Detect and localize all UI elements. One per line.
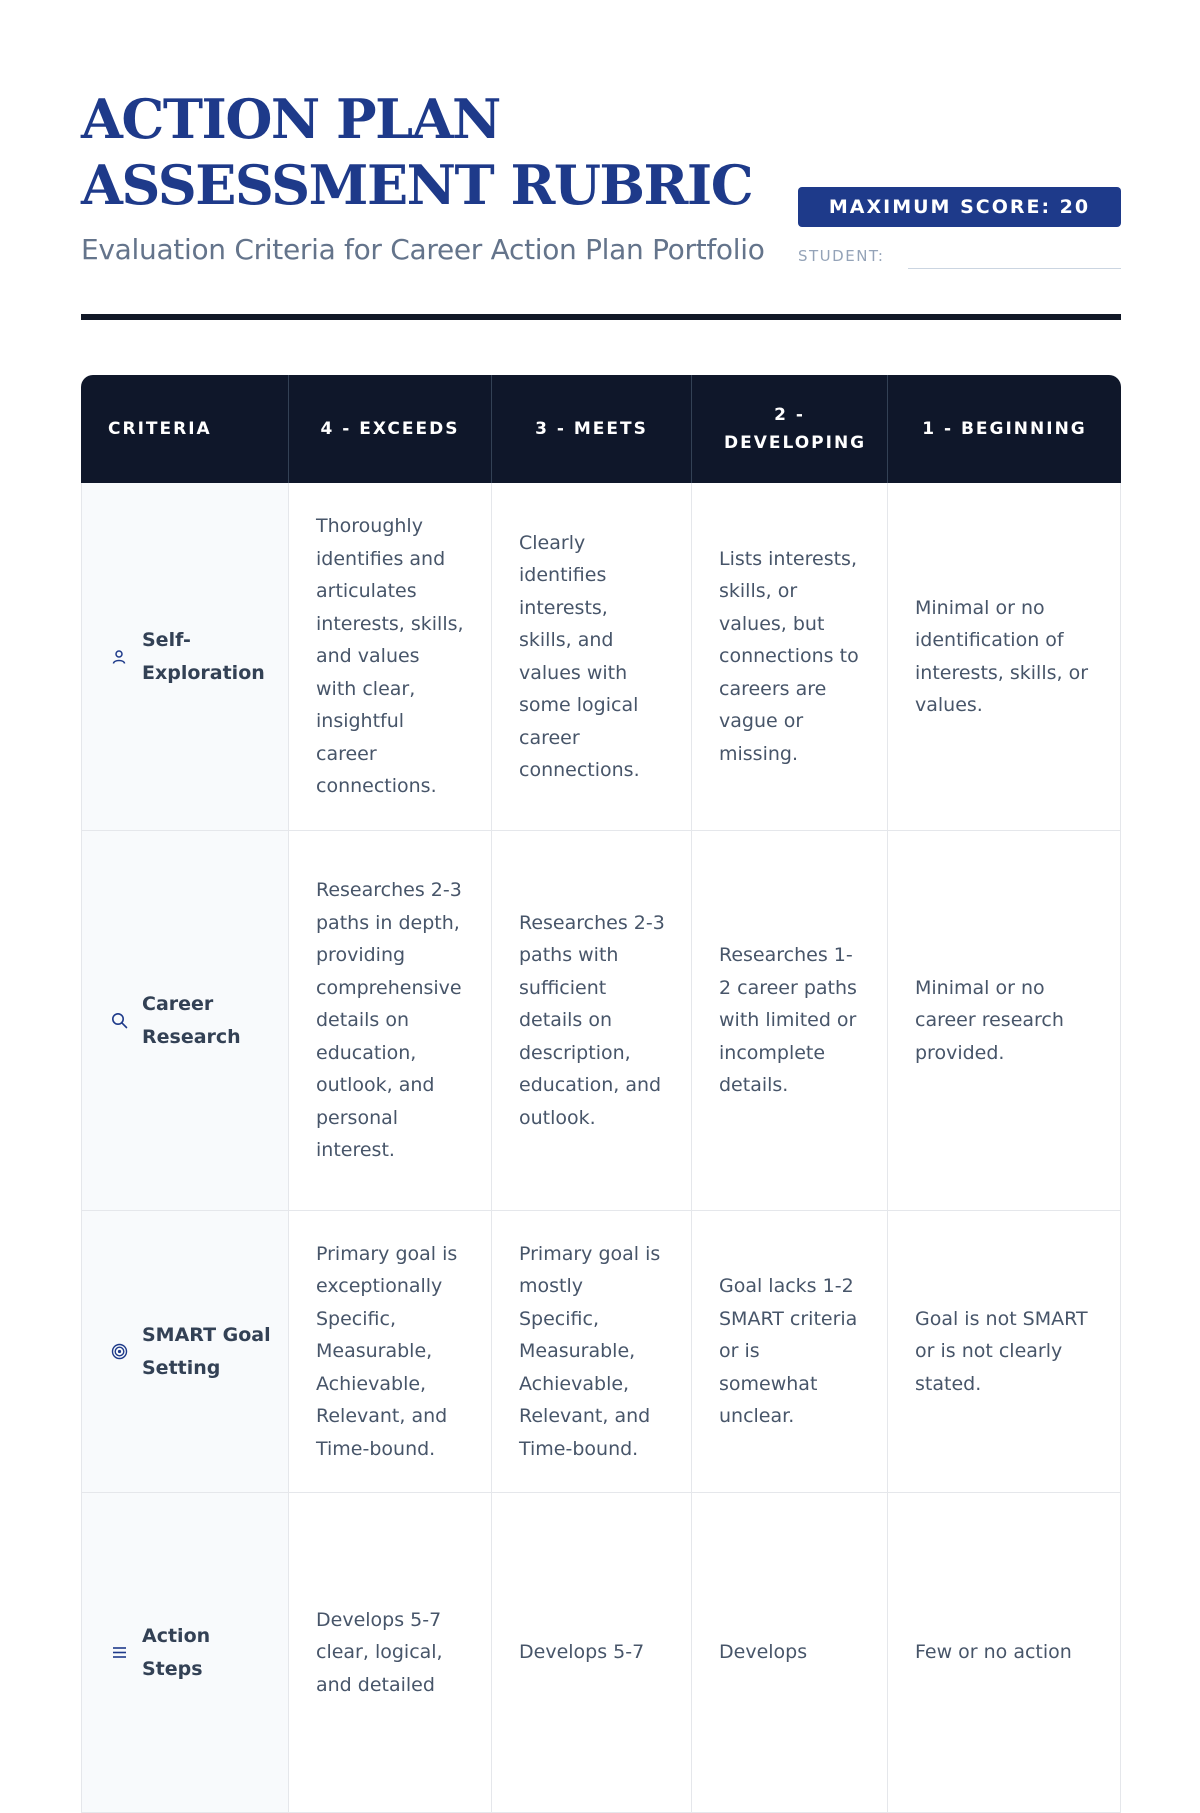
criterion-cell	[81, 831, 289, 1211]
page-title	[81, 86, 752, 218]
target-icon	[109, 1342, 129, 1362]
criterion-label: Self-Exploration	[142, 629, 265, 684]
page-subtitle: Evaluation Criteria for Career Action Plan Portfolio	[81, 233, 765, 266]
column-header-exceeds: 4 - EXCEEDS	[289, 375, 492, 483]
score-1-cell: Goal is not SMART or is not clearly stated.	[888, 1211, 1121, 1493]
score-3-cell: Primary goal is mostly Specific, Measurable, Achievable, Relevant, and Time-bound.	[492, 1211, 692, 1493]
table-row	[81, 831, 1121, 1211]
score-2-cell: Lists interests, skills, or values, but connections to careers are vague or missing.	[692, 483, 888, 831]
score-2-cell: Researches 1-2 career paths with limited or incomplete details.	[692, 831, 888, 1211]
score-3-cell: Researches 2-3 paths with sufficient details on description, education, and outlook.	[492, 831, 692, 1211]
criterion-label: SMART Goal Setting	[142, 1324, 271, 1379]
student-label: STUDENT:	[798, 247, 885, 265]
rubric-header-row	[81, 375, 1121, 483]
score-4-cell: Primary goal is exceptionally Specific, Measurable, Achievable, Relevant, and Time-bound.	[289, 1211, 492, 1493]
criterion-cell	[81, 1211, 289, 1493]
score-1-cell: Few or no action	[888, 1493, 1121, 1813]
criterion-label: Career Research	[142, 993, 241, 1048]
search-icon	[109, 1011, 129, 1031]
column-header-criteria: CRITERIA	[81, 375, 289, 483]
title-line-2: ASSESSMENT RUBRIC	[81, 153, 753, 217]
criterion-label: Action Steps	[142, 1625, 211, 1680]
score-1-cell: Minimal or no identification of interests, skills, or values.	[888, 483, 1121, 831]
column-header-beginning: 1 - BEGINNING	[888, 375, 1121, 483]
column-header-meets: 3 - MEETS	[492, 375, 692, 483]
user-icon	[109, 647, 129, 667]
criterion-cell	[81, 1493, 289, 1813]
column-header-developing: 2 - DEVELOPING	[692, 375, 888, 483]
score-4-cell: Thoroughly identifies and articulates interests, skills, and values with clear, insightful career connections.	[289, 483, 492, 831]
title-line-1: ACTION PLAN	[81, 87, 500, 151]
student-name-line[interactable]	[908, 268, 1121, 269]
page-header	[81, 0, 1121, 324]
score-3-cell: Clearly identifies interests, skills, and values with some logical career connections.	[492, 483, 692, 831]
score-2-cell: Goal lacks 1-2 SMART criteria or is somewhat unclear.	[692, 1211, 888, 1493]
table-row	[81, 1211, 1121, 1493]
list-icon	[109, 1643, 129, 1663]
table-row	[81, 1493, 1121, 1813]
score-4-cell: Develops 5-7 clear, logical, and detailed	[289, 1493, 492, 1813]
score-3-cell: Develops 5-7	[492, 1493, 692, 1813]
max-score-badge: MAXIMUM SCORE: 20	[798, 187, 1121, 227]
rubric-table	[81, 375, 1121, 1813]
score-4-cell: Researches 2-3 paths in depth, providing comprehensive details on education, outlook, and personal interest.	[289, 831, 492, 1211]
score-1-cell: Minimal or no career research provided.	[888, 831, 1121, 1211]
table-row	[81, 483, 1121, 831]
rubric-page	[81, 0, 1121, 1696]
header-divider	[81, 314, 1121, 320]
score-2-cell: Develops	[692, 1493, 888, 1813]
criterion-cell	[81, 483, 289, 831]
